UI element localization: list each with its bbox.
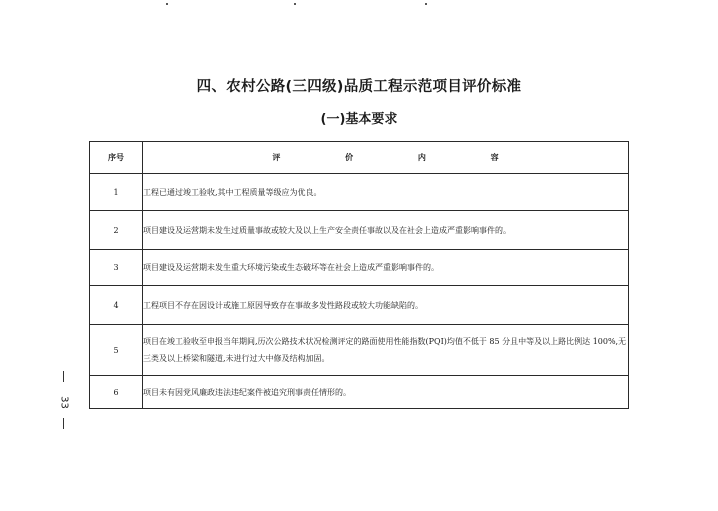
table-row bbox=[90, 174, 629, 211]
scan-mark bbox=[294, 3, 296, 5]
header-evaluation-content bbox=[143, 142, 629, 174]
table-row bbox=[90, 211, 629, 250]
row-number: 5 bbox=[90, 325, 143, 376]
header-serial-number: 序号 bbox=[90, 142, 143, 174]
section-title: (一)基本要求 bbox=[320, 112, 398, 127]
row-number: 4 bbox=[90, 286, 143, 325]
table-header-row bbox=[90, 142, 629, 174]
table-row bbox=[90, 286, 629, 325]
row-number: 6 bbox=[90, 376, 143, 409]
table-row bbox=[90, 325, 629, 376]
page-number-label: 33 bbox=[58, 396, 70, 409]
row-content: 项目在竣工验收至申报当年期间,历次公路技术状况检测评定的路面使用性能指数(PQI)均值不低于 85 分且中等及以上路比例达 100%,无三类及以上桥梁和隧道,未进行过大中修及结构加固。 bbox=[143, 325, 629, 376]
table-row bbox=[90, 250, 629, 286]
row-number: 3 bbox=[90, 250, 143, 286]
row-content: 工程已通过竣工验收,其中工程质量等级应为优良。 bbox=[143, 174, 629, 211]
row-content: 项目建设及运营期未发生重大环境污染或生态破坏等在社会上造成严重影响事件的。 bbox=[143, 250, 629, 286]
page-number-top-dash bbox=[63, 371, 64, 382]
row-content: 工程项目不存在因设计或施工原因导致存在事故多发性路段或较大功能缺陷的。 bbox=[143, 286, 629, 325]
row-content: 项目建设及运营期未发生过质量事故或较大及以上生产安全责任事故以及在社会上造成严重影响事件的。 bbox=[143, 211, 629, 250]
scan-mark bbox=[166, 3, 168, 5]
row-content: 项目未有因党风廉政违法违纪案件被追究刑事责任情形的。 bbox=[143, 376, 629, 409]
page-title: 四、农村公路(三四级)品质工程示范项目评价标准 bbox=[196, 79, 522, 95]
page-number-bottom-dash bbox=[63, 418, 64, 429]
row-number: 2 bbox=[90, 211, 143, 250]
table-row bbox=[90, 376, 629, 409]
scan-mark bbox=[425, 3, 427, 5]
row-number: 1 bbox=[90, 174, 143, 211]
requirements-table bbox=[89, 141, 629, 409]
page-number bbox=[58, 371, 70, 431]
header-evaluation-content-label: 评 价 内 容 bbox=[272, 153, 530, 162]
